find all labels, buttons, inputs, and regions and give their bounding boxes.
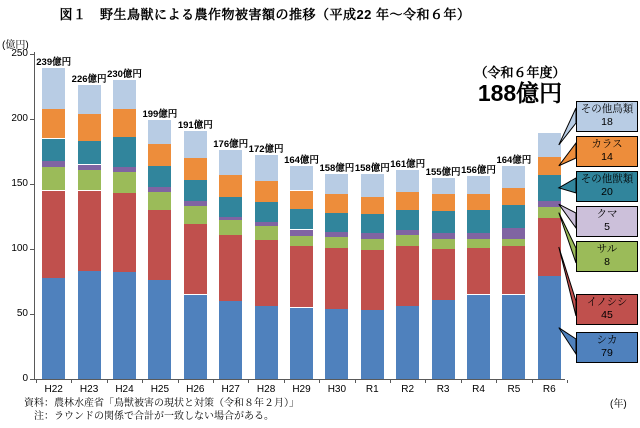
bar-segment-H24-クマ xyxy=(113,167,136,172)
bar-segment-H22-イノシシ xyxy=(42,191,65,278)
bar-segment-R2-クマ xyxy=(396,230,419,235)
y-axis-unit-label: (億円) xyxy=(2,40,29,51)
y-axis-line xyxy=(34,52,35,379)
x-tick-label-R6: R6 xyxy=(542,384,556,395)
bar-segment-H29-イノシシ xyxy=(290,246,313,307)
total-label-H26: 191億円 xyxy=(177,119,213,131)
total-label-R4: 156億円 xyxy=(461,165,496,177)
x-tick-label-H22: H22 xyxy=(44,384,63,395)
legend-item-サル xyxy=(576,241,638,272)
x-tick xyxy=(355,380,356,383)
bar-segment-H30-サル xyxy=(325,237,348,247)
legend-item-イノシシ xyxy=(576,294,638,325)
bar-segment-H22-その他獣類 xyxy=(42,139,65,161)
bar-segment-R2-シカ xyxy=(396,306,419,379)
bar-segment-H23-サル xyxy=(78,170,101,191)
legend-item-その他鳥類 xyxy=(576,101,638,132)
bar-segment-H28-カラス xyxy=(255,181,278,202)
bar-segment-H22-カラス xyxy=(42,109,65,139)
bar-segment-H27-カラス xyxy=(219,175,242,197)
y-tick xyxy=(30,379,34,380)
legend-item-カラス xyxy=(576,136,638,167)
total-label-H27: 176億円 xyxy=(213,139,249,151)
bar-segment-H23-その他鳥類 xyxy=(78,85,101,114)
bar-segment-H22-サル xyxy=(42,167,65,190)
x-tick-label-H27: H27 xyxy=(221,384,240,395)
bar-segment-R3-カラス xyxy=(432,194,455,211)
bar-segment-R3-シカ xyxy=(432,300,455,379)
y-tick xyxy=(30,314,34,315)
x-tick-label-H30: H30 xyxy=(327,384,347,395)
x-tick-label-H23: H23 xyxy=(79,384,99,395)
bar-segment-R1-クマ xyxy=(361,233,384,238)
legend-item-クマ xyxy=(576,206,638,237)
bar-segment-H25-クマ xyxy=(148,187,171,192)
legend-label-サル: サル xyxy=(596,243,618,255)
bar-segment-H24-その他獣類 xyxy=(113,137,136,167)
bar-segment-H28-その他獣類 xyxy=(255,202,278,222)
bar-segment-H26-サル xyxy=(184,206,207,224)
x-tick-label-R1: R1 xyxy=(365,384,379,395)
legend-value-シカ: 79 xyxy=(601,347,613,359)
legend-label-シカ: シカ xyxy=(596,334,618,346)
y-tick-label: 150 xyxy=(11,178,28,189)
bar-segment-H29-カラス xyxy=(290,191,313,209)
legend-value-カラス: 14 xyxy=(601,151,613,163)
legend-value-その他獣類: 20 xyxy=(601,186,613,198)
x-tick-label-H29: H29 xyxy=(292,384,311,395)
x-axis-unit-label: (年) xyxy=(610,399,627,410)
y-tick-label: 0 xyxy=(22,373,28,384)
bar-segment-H23-シカ xyxy=(78,271,101,379)
bar-segment-H25-サル xyxy=(148,192,171,210)
bar-segment-R3-イノシシ xyxy=(432,249,455,300)
bar-segment-H23-イノシシ xyxy=(78,191,101,272)
rounding-note: 注：ラウンドの関係で合計が一致しない場合がある。 xyxy=(34,411,274,422)
y-tick xyxy=(30,249,34,250)
total-label-R2: 161億円 xyxy=(390,158,426,170)
bar-segment-R2-イノシシ xyxy=(396,246,419,306)
bar-segment-R4-カラス xyxy=(467,194,490,210)
bar-segment-R1-シカ xyxy=(361,310,384,379)
bar-segment-R6-イノシシ xyxy=(538,218,561,277)
bar-segment-H25-イノシシ xyxy=(148,210,171,280)
bar-segment-H29-その他獣類 xyxy=(290,209,313,230)
bar-segment-H30-カラス xyxy=(325,194,348,212)
bar-segment-R6-サル xyxy=(538,207,561,217)
legend-label-クマ: クマ xyxy=(596,208,618,220)
footer-notes xyxy=(24,397,299,423)
x-axis-line xyxy=(34,379,565,380)
x-tick xyxy=(107,380,108,383)
x-tick xyxy=(284,380,285,383)
y-tick-label: 250 xyxy=(11,48,28,59)
x-tick xyxy=(248,380,249,383)
bar-segment-R3-その他獣類 xyxy=(432,211,455,233)
legend-value-イノシシ: 45 xyxy=(601,309,613,321)
x-tick-label-H28: H28 xyxy=(256,384,276,395)
bar-segment-R4-クマ xyxy=(467,233,490,238)
x-tick-label-R3: R3 xyxy=(436,384,450,395)
bar-segment-H25-その他獣類 xyxy=(148,166,171,187)
legend-label-その他鳥類: その他鳥類 xyxy=(580,103,634,115)
bar-segment-H30-その他鳥類 xyxy=(325,174,348,195)
annotation-year: （令和６年度） xyxy=(474,65,566,80)
bar-segment-R3-クマ xyxy=(432,233,455,238)
legend-label-カラス: カラス xyxy=(591,138,623,150)
total-label-H28: 172億円 xyxy=(248,144,284,156)
x-tick xyxy=(213,380,214,383)
total-label-H22: 239億円 xyxy=(36,57,72,69)
bar-segment-R1-その他鳥類 xyxy=(361,174,384,197)
bar-segment-H24-イノシシ xyxy=(113,193,136,272)
bar-segment-R5-クマ xyxy=(502,228,525,238)
total-label-R3: 155億円 xyxy=(425,166,461,178)
bar-segment-H27-イノシシ xyxy=(219,235,242,301)
bar-segment-R6-クマ xyxy=(538,201,561,208)
total-label-R5: 164億円 xyxy=(496,154,532,166)
bar-segment-H23-その他獣類 xyxy=(78,141,101,164)
bar-segment-H26-シカ xyxy=(184,295,207,380)
bar-segment-H29-クマ xyxy=(290,230,313,237)
x-tick xyxy=(461,380,462,383)
bar-segment-R4-その他獣類 xyxy=(467,210,490,233)
bar-segment-R1-イノシシ xyxy=(361,250,384,310)
bar-segment-H25-カラス xyxy=(148,144,171,166)
legend-value-サル: 8 xyxy=(604,256,610,268)
bar-segment-R4-サル xyxy=(467,239,490,248)
y-tick-label: 200 xyxy=(11,113,28,124)
bar-segment-R4-シカ xyxy=(467,295,490,380)
x-tick xyxy=(532,380,533,383)
y-tick-label: 50 xyxy=(16,308,28,319)
bar-segment-R1-サル xyxy=(361,239,384,251)
annotation-total: 188億円 xyxy=(477,80,563,106)
y-tick xyxy=(30,184,34,185)
bar-segment-H26-その他獣類 xyxy=(184,180,207,201)
x-tick xyxy=(178,380,179,383)
x-tick xyxy=(425,380,426,383)
legend-label-イノシシ: イノシシ xyxy=(586,296,628,308)
bar-segment-H27-サル xyxy=(219,220,242,234)
total-label-H24: 230億円 xyxy=(107,69,142,80)
bar-segment-H30-クマ xyxy=(325,232,348,237)
total-label-H23: 226億円 xyxy=(71,74,107,86)
total-label-H29: 164億円 xyxy=(284,154,319,166)
bar-segment-R1-カラス xyxy=(361,197,384,214)
bar-segment-H28-イノシシ xyxy=(255,240,278,306)
total-label-H25: 199億円 xyxy=(142,109,178,121)
bar-segment-H26-クマ xyxy=(184,201,207,206)
chart-title: 図１ 野生鳥獣による農作物被害額の推移（平成22 年～令和６年） xyxy=(59,7,471,22)
bar-segment-R2-カラス xyxy=(396,192,419,210)
legend-label-その他獣類: その他獣類 xyxy=(580,173,634,185)
bar-segment-H22-シカ xyxy=(42,278,65,379)
x-tick-label-R5: R5 xyxy=(507,384,521,395)
bar-segment-H24-シカ xyxy=(113,272,136,379)
x-tick xyxy=(567,380,568,383)
bar-segment-H30-シカ xyxy=(325,309,348,379)
bar-segment-R4-その他鳥類 xyxy=(467,176,490,194)
bar-segment-H22-クマ xyxy=(42,161,65,168)
bar-segment-H29-サル xyxy=(290,236,313,246)
x-tick xyxy=(390,380,391,383)
total-label-H30: 158億円 xyxy=(319,162,355,174)
bar-segment-H26-イノシシ xyxy=(184,224,207,294)
bar-segment-H23-クマ xyxy=(78,165,101,170)
bar-segment-H25-シカ xyxy=(148,280,171,379)
x-tick xyxy=(496,380,497,383)
bar-segment-H28-サル xyxy=(255,226,278,240)
x-tick-label-H25: H25 xyxy=(150,384,170,395)
legend-value-その他鳥類: 18 xyxy=(601,116,613,128)
bar-segment-R2-その他獣類 xyxy=(396,210,419,230)
x-tick xyxy=(142,380,143,383)
legend-item-シカ xyxy=(576,332,638,363)
bar-segment-R5-シカ xyxy=(502,295,525,380)
bar-segment-H30-その他獣類 xyxy=(325,213,348,233)
bar-segment-H27-シカ xyxy=(219,301,242,379)
bar-segment-R6-その他獣類 xyxy=(538,175,561,201)
bar-segment-R1-その他獣類 xyxy=(361,214,384,234)
bar-segment-R3-サル xyxy=(432,239,455,249)
bar-segment-H26-カラス xyxy=(184,158,207,180)
y-tick-label: 100 xyxy=(11,243,28,254)
source-note: 資料：農林水産省「鳥獣被害の現状と対策（令和８年２月）」 xyxy=(24,398,299,409)
latest-year-annotation xyxy=(430,62,610,105)
bar-segment-H27-その他獣類 xyxy=(219,197,242,217)
bar-segment-H23-カラス xyxy=(78,114,101,141)
legend-item-その他獣類 xyxy=(576,171,638,202)
y-tick xyxy=(30,119,34,120)
total-label-R1: 158億円 xyxy=(354,162,390,174)
x-tick xyxy=(36,380,37,383)
bar-segment-R5-イノシシ xyxy=(502,246,525,294)
x-tick-label-R4: R4 xyxy=(472,384,485,395)
x-tick-label-H24: H24 xyxy=(115,384,134,395)
x-tick-label-R2: R2 xyxy=(401,384,415,395)
bar-segment-H29-シカ xyxy=(290,308,313,380)
bar-segment-R3-その他鳥類 xyxy=(432,178,455,195)
x-tick-label-H26: H26 xyxy=(186,384,205,395)
bar-segment-R4-イノシシ xyxy=(467,248,490,295)
bar-segment-H28-シカ xyxy=(255,306,278,379)
bar-segment-R6-シカ xyxy=(538,276,561,379)
bar-segment-H28-クマ xyxy=(255,222,278,226)
x-tick xyxy=(71,380,72,383)
bar-segment-R5-その他獣類 xyxy=(502,205,525,228)
bar-segment-H27-クマ xyxy=(219,217,242,221)
bar-segment-R5-カラス xyxy=(502,188,525,205)
bar-segment-R2-サル xyxy=(396,235,419,247)
legend-value-クマ: 5 xyxy=(604,221,610,233)
bar-segment-H24-サル xyxy=(113,172,136,193)
bar-segment-H30-イノシシ xyxy=(325,248,348,309)
x-tick xyxy=(319,380,320,383)
bar-segment-R5-サル xyxy=(502,239,525,247)
